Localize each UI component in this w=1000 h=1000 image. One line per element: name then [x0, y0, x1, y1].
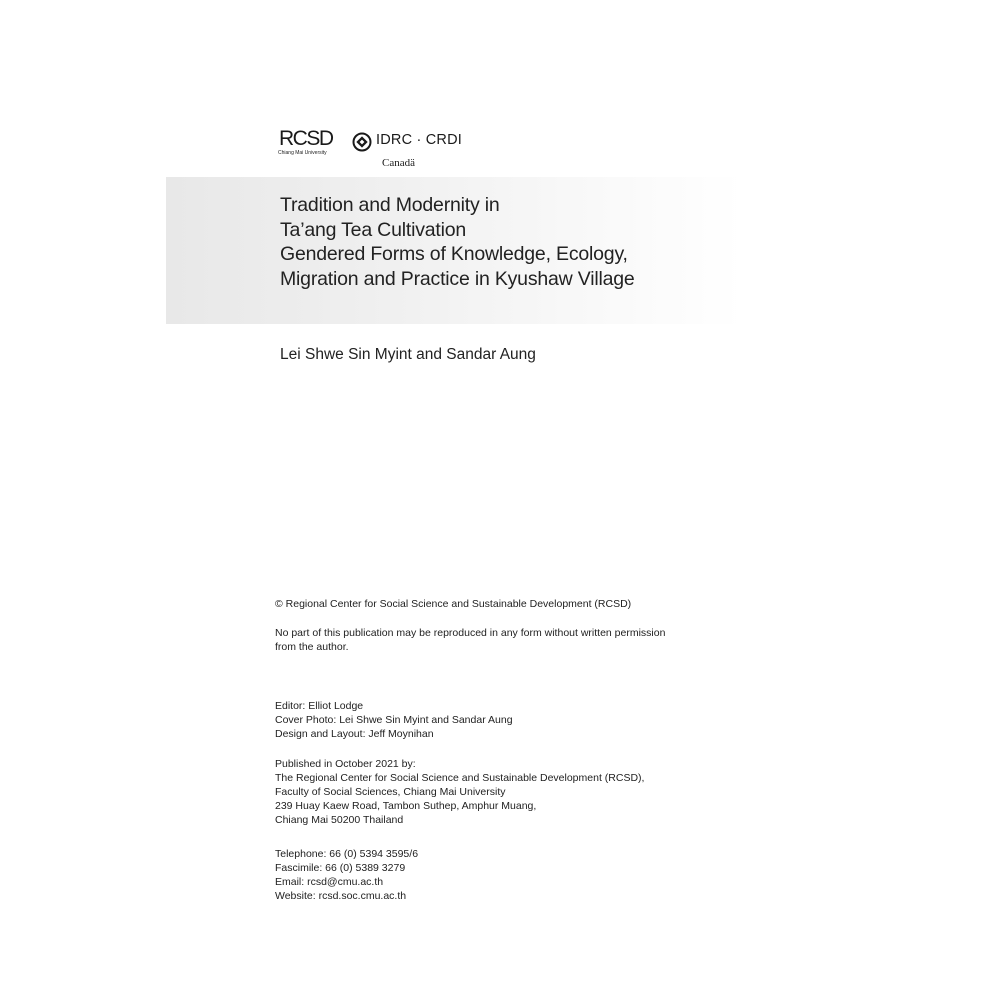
publisher-line: Faculty of Social Sciences, Chiang Mai University [275, 786, 506, 798]
credit-line: Editor: Elliot Lodge [275, 700, 364, 712]
idrc-wordmark: IDRC · CRDI [376, 132, 462, 148]
rcsd-wordmark: RCSD [279, 127, 333, 150]
rights-line: No part of this publication may be reproduced in any form without written permission [275, 627, 666, 639]
contact-info [275, 847, 418, 903]
book-title [280, 193, 740, 291]
publisher-info [275, 757, 644, 827]
credit-line: Cover Photo: Lei Shwe Sin Myint and Sandar Aung [275, 714, 513, 726]
publisher-line: 239 Huay Kaew Road, Tambon Suthep, Amphur Muang, [275, 800, 537, 812]
copyright-notice [275, 597, 631, 611]
title-line: Migration and Practice in Kyushaw Village [280, 267, 635, 290]
telephone: Telephone: 66 (0) 5394 3595/6 [275, 848, 419, 860]
title-line: Ta’ang Tea Cultivation [280, 218, 467, 241]
credits [275, 699, 513, 741]
rcsd-logo [276, 126, 338, 162]
title-line: Tradition and Modernity in [280, 194, 500, 216]
idrc-emblem-icon [352, 132, 372, 152]
email: Email: rcsd@cmu.ac.th [275, 876, 384, 888]
publisher-line: The Regional Center for Social Science and Sustainable Development (RCSD), [275, 772, 645, 784]
authors: Lei Shwe Sin Myint and Sandar Aung [280, 346, 536, 363]
publisher-line: Published in October 2021 by: [275, 758, 416, 770]
rights-line: from the author. [275, 641, 349, 653]
idrc-logo [352, 129, 472, 174]
credit-line: Design and Layout: Jeff Moynihan [275, 728, 434, 740]
rights-notice [275, 626, 665, 654]
fax: Fascimile: 66 (0) 5389 3279 [275, 862, 406, 874]
canada-wordmark: Canadä [382, 157, 415, 169]
rcsd-subtitle: Chiang Mai University [278, 150, 327, 156]
publisher-line: Chiang Mai 50200 Thailand [275, 814, 404, 826]
logo-strip [276, 126, 476, 174]
website: Website: rcsd.soc.cmu.ac.th [275, 890, 407, 902]
copyright-line: © Regional Center for Social Science and Sustainable Development (RCSD) [275, 598, 632, 610]
title-line: Gendered Forms of Knowledge, Ecology, [280, 243, 628, 265]
